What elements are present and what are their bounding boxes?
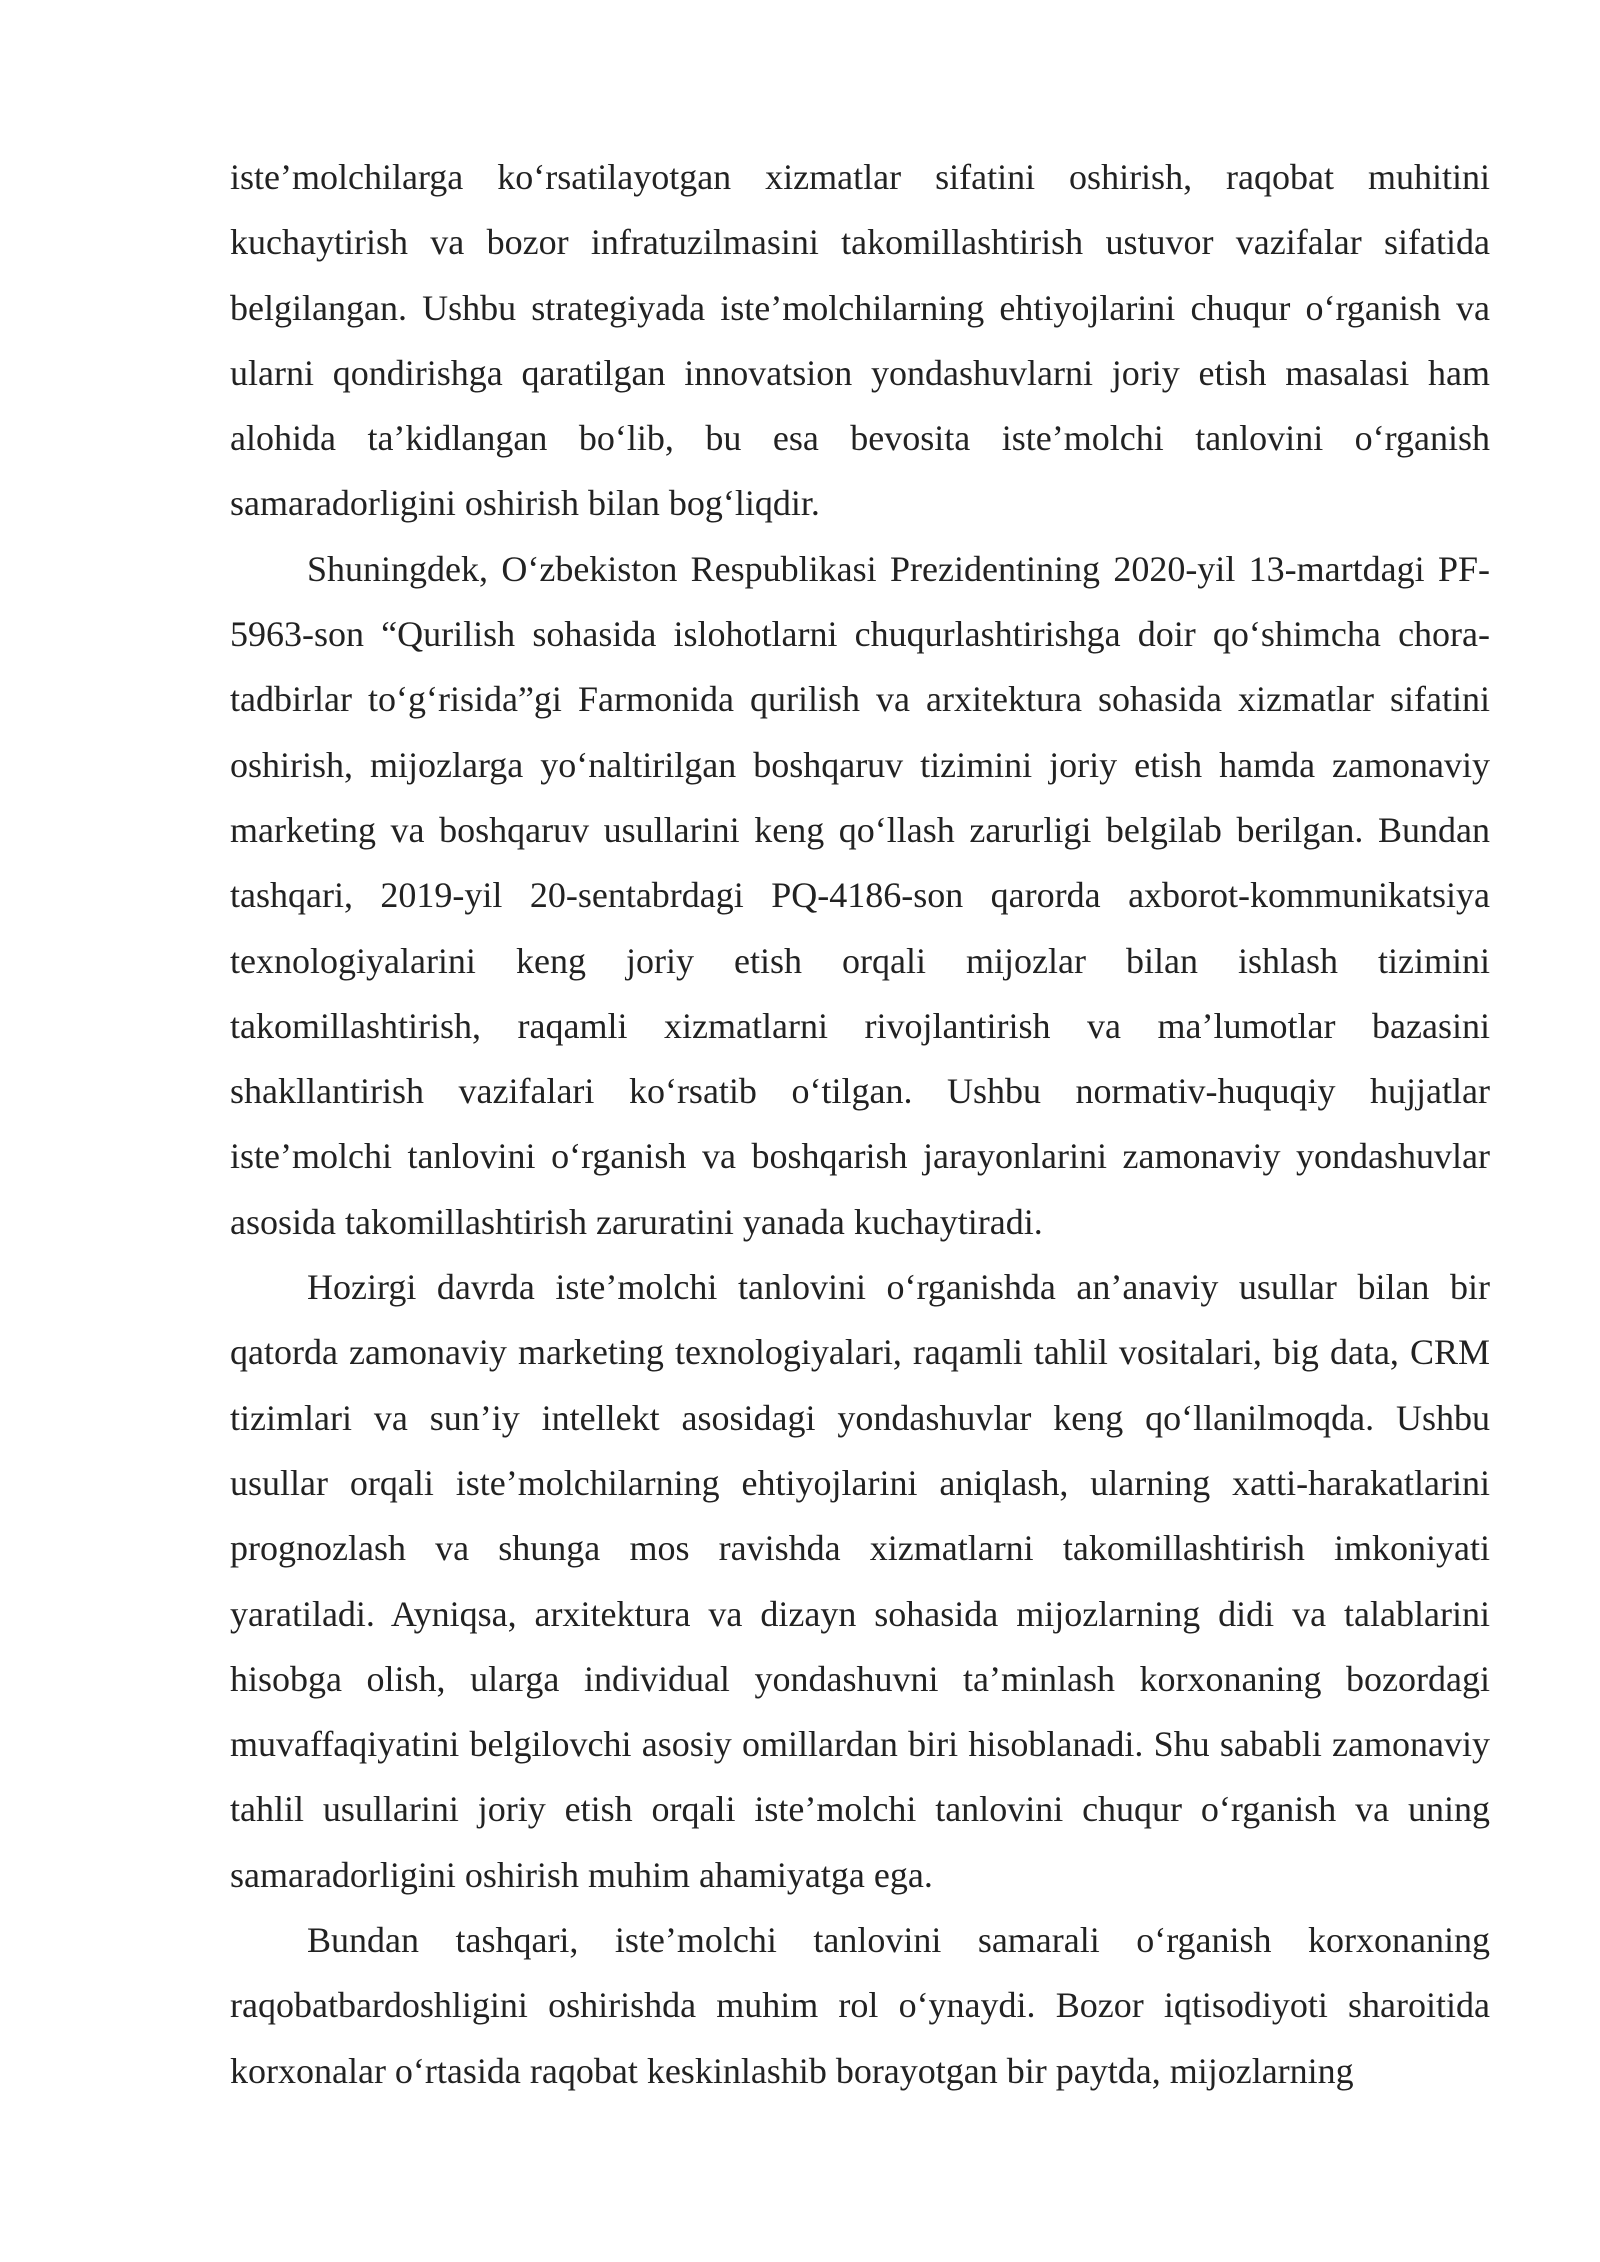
- paragraph-decrees: Shuningdek, O‘zbekiston Respublikasi Prezidentining 2020-yil 13-martdagi PF-5963-son “Qurilish sohasida islohotlarni chuqurlashtirishga doir qo‘shimcha chora-tadbirlar to‘g‘risida”gi Farmonida qurilish va arxitektura sohasida xizmatlar sifatini oshirish, mijozlarga yo‘naltirilgan boshqaruv tizimini joriy etish hamda zamonaviy marketing va boshqaruv usullarini keng qo‘llash zarurligi belgilab berilgan. Bundan tashqari, 2019-yil 20-sentabrdagi PQ-4186-son qarorda axborot-kommunikatsiya texnologiyalarini keng joriy etish orqali mijozlar bilan ishlash tizimini takomillashtirish, raqamli xizmatlarni rivojlantirish va ma’lumotlar bazasini shakllantirish vazifalari ko‘rsatib o‘tilgan. Ushbu normativ-huquqiy hujjatlar iste’molchi tanlovini o‘rganish va boshqarish jarayonlarini zamonaviy yondashuvlar asosida takomillashtirish zaruratini yanada kuchaytiradi.: [230, 548, 1490, 1242]
- paragraph-modern-methods: Hozirgi davrda iste’molchi tanlovini o‘rganishda an’anaviy usullar bilan bir qatorda zamonaviy marketing texnologiyalari, raqamli tahlil vositalari, big data, CRM tizimlari va sun’iy intellekt asosidagi yondashuvlar keng qo‘llanilmoqda. Ushbu usullar orqali iste’molchilarning ehtiyojlarini aniqlash, ularning xatti-harakatlarini prognozlash va shunga mos ravishda xizmatlarni takomillashtirish imkoniyati yaratiladi. Ayniqsa, arxitektura va dizayn sohasida mijozlarning didi va talablarini hisobga olish, ularga individual yondashuvni ta’minlash korxonaning bozordagi muvaffaqiyatini belgilovchi asosiy omillardan biri hisoblanadi. Shu sababli zamonaviy tahlil usullarini joriy etish orqali iste’molchi tanlovini chuqur o‘rganish va uning samaradorligini oshirish muhim ahamiyatga ega.: [230, 1267, 1490, 1895]
- paragraph-competitiveness: Bundan tashqari, iste’molchi tanlovini samarali o‘rganish korxonaning raqobatbardoshligini oshirishda muhim rol o‘ynaydi. Bozor iqtisodiyoti sharoitida korxonalar o‘rtasida raqobat keskinlashib borayotgan bir paytda, mijozlarning: [230, 1920, 1490, 2091]
- body-text: [230, 145, 1490, 2104]
- paragraph-continuation: iste’molchilarga ko‘rsatilayotgan xizmatlar sifatini oshirish, raqobat muhitini kuchaytirish va bozor infratuzilmasini takomillashtirish ustuvor vazifalar sifatida belgilangan. Ushbu strategiyada iste’molchilarning ehtiyojlarini chuqur o‘rganish va ularni qondirishga qaratilgan innovatsion yondashuvlarni joriy etish masalasi ham alohida ta’kidlangan bo‘lib, bu esa bevosita iste’molchi tanlovini o‘rganish samaradorligini oshirish bilan bog‘liqdir.: [230, 157, 1490, 524]
